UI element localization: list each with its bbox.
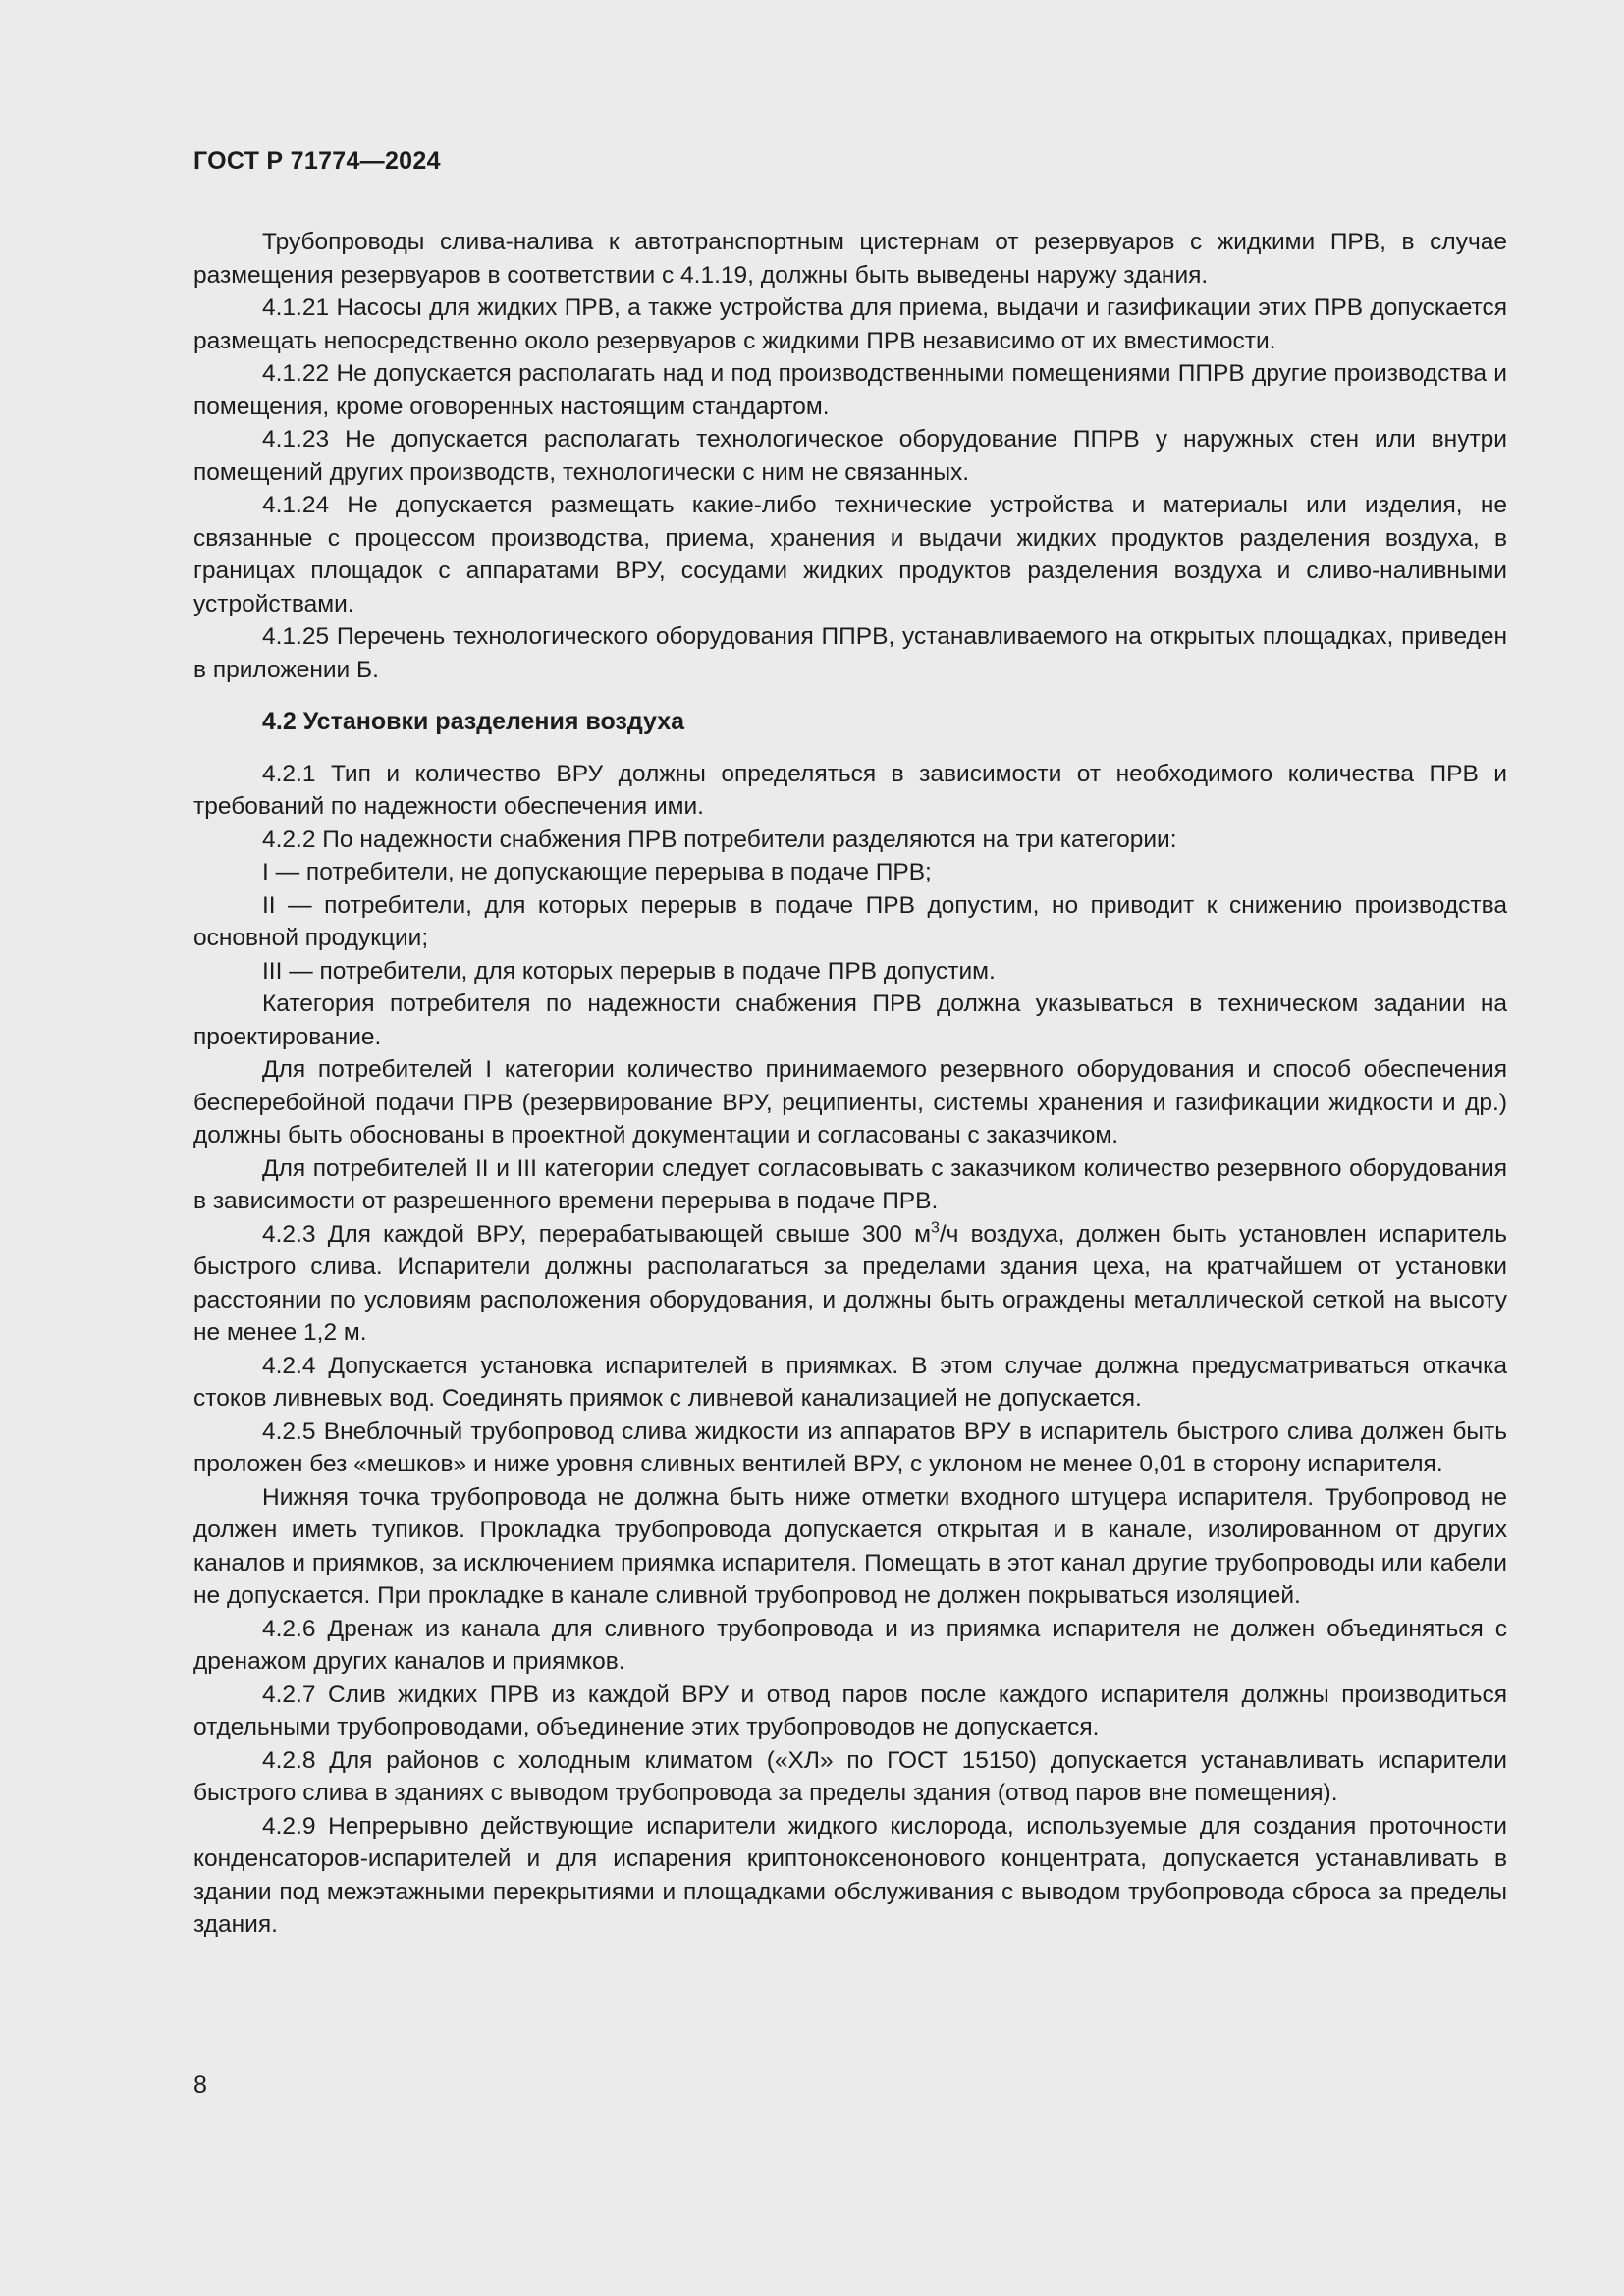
document-body [193,226,1507,1942]
paragraph: Для потребителей II и III категории следует согласовывать с заказчиком количество резервного оборудования в зависимости от разрешенного времени перерыва в подаче ПРВ. [193,1154,1507,1214]
text-run: 4.2.3 Для каждой ВРУ, перерабатывающей свыше 300 м [262,1220,932,1248]
paragraph-4-1-22: 4.1.22 Не допускается располагать над и под производственными помещениями ППРВ другие производства и помещения, кроме оговоренных настоящим стандартом. [193,360,1507,420]
paragraph-4-2-4: 4.2.4 Допускается установка испарителей в приямках. В этом случае должна предусматриваться откачка стоков ливневых вод. Соединять приямок с ливневой канализацией не допускается. [193,1352,1507,1412]
superscript: 3 [931,1218,940,1236]
section-heading-4-2: 4.2 Установки разделения воздуха [262,708,685,735]
paragraph-4-2-9: 4.2.9 Непрерывно действующие испарители жидкого кислорода, используемые для создания проточности конденсаторов-испарителей и для испарения криптоноксенонового концентрата, допускается устанавливать в здании под межэтажными перекрытиями и площадками обслуживания с выводом трубопровода сброса за пределы здания. [193,1812,1507,1938]
paragraph-4-1-25: 4.1.25 Перечень технологического оборудования ППРВ, устанавливаемого на открытых площадках, приведен в приложении Б. [193,623,1507,683]
document-header: ГОСТ Р 71774—2024 [193,147,441,175]
paragraph: Категория потребителя по надежности снабжения ПРВ должна указываться в техническом задании на проектирование. [193,990,1507,1050]
list-item-category-2: II — потребители, для которых перерыв в подаче ПРВ допустим, но приводит к снижению производства основной продукции; [193,891,1507,951]
paragraph-4-2-7: 4.2.7 Слив жидких ПРВ из каждой ВРУ и отвод паров после каждого испарителя должны производиться отдельными трубопроводами, объединение этих трубопроводов не допускается. [193,1681,1507,1740]
paragraph-4-1-24: 4.1.24 Не допускается размещать какие-либо технические устройства и материалы или изделия, не связанные с процессом производства, приема, хранения и выдачи жидких продуктов разделения воздуха, в границах площадок с аппаратами ВРУ, сосудами жидких продуктов разделения воздуха и сливо-наливными устройствами. [193,492,1507,617]
paragraph-4-2-2: 4.2.2 По надежности снабжения ПРВ потребители разделяются на три категории: [262,826,1177,853]
paragraph: Трубопроводы слива-налива к автотранспортным цистернам от резервуаров с жидкими ПРВ, в случае размещения резервуаров в соответствии с 4.1.19, должны быть выведены наружу здания. [193,229,1507,289]
paragraph-4-2-1: 4.2.1 Тип и количество ВРУ должны определяться в зависимости от необходимого количества ПРВ и требований по надежности обеспечения ими. [193,760,1507,820]
paragraph-4-2-6: 4.2.6 Дренаж из канала для сливного трубопровода и из приямка испарителя не должен объединяться с дренажом других каналов и приямков. [193,1615,1507,1675]
text-run: /ч воздуха, должен быть установлен испаритель быстрого слива. Испарители должны располагаться за пределами здания цеха, на кратчайшем от установки расстоянии по условиям расположения оборудования, и должны быть ограждены металлической сеткой на высоту не менее 1,2 м. [193,1220,1508,1346]
paragraph-4-1-23: 4.1.23 Не допускается располагать технологическое оборудование ППРВ у наружных стен или внутри помещений других производств, технологически с ним не связанных. [193,426,1507,486]
list-item-category-3: III — потребители, для которых перерыв в подаче ПРВ допустим. [262,957,996,985]
paragraph-4-2-8: 4.2.8 Для районов с холодным климатом («ХЛ» по ГОСТ 15150) допускается устанавливать испарители быстрого слива в зданиях с выводом трубопровода за пределы здания (отвод паров вне помещения). [193,1746,1507,1806]
paragraph-4-2-5: 4.2.5 Внеблочный трубопровод слива жидкости из аппаратов ВРУ в испаритель быстрого слива должен быть проложен без «мешков» и ниже уровня сливных вентилей ВРУ, с уклоном не менее 0,01 в сторону испарителя. [193,1417,1507,1477]
paragraph-4-1-21: 4.1.21 Насосы для жидких ПРВ, а также устройства для приема, выдачи и газификации этих ПРВ допускается размещать непосредственно около резервуаров с жидкими ПРВ независимо от их вместимости. [193,294,1507,354]
paragraph-4-2-3 [193,1218,1507,1350]
list-item-category-1: I — потребители, не допускающие перерыва в подаче ПРВ; [262,859,932,885]
paragraph: Нижняя точка трубопровода не должна быть ниже отметки входного штуцера испарителя. Трубопровод не должен иметь тупиков. Прокладка трубопровода допускается открытая и в канале, изолированном от других каналов и приямков, за исключением приямка испарителя. Помещать в этот канал другие трубопроводы или кабели не допускается. При прокладке в канале сливной трубопровод не должен покрываться изоляцией. [193,1483,1507,1609]
paragraph: Для потребителей I категории количество принимаемого резервного оборудования и способ обеспечения бесперебойной подачи ПРВ (резервирование ВРУ, реципиенты, системы хранения и газификации жидкости и др.) должны быть обоснованы в проектной документации и согласованы с заказчиком. [193,1056,1507,1148]
page-number: 8 [193,2071,207,2099]
